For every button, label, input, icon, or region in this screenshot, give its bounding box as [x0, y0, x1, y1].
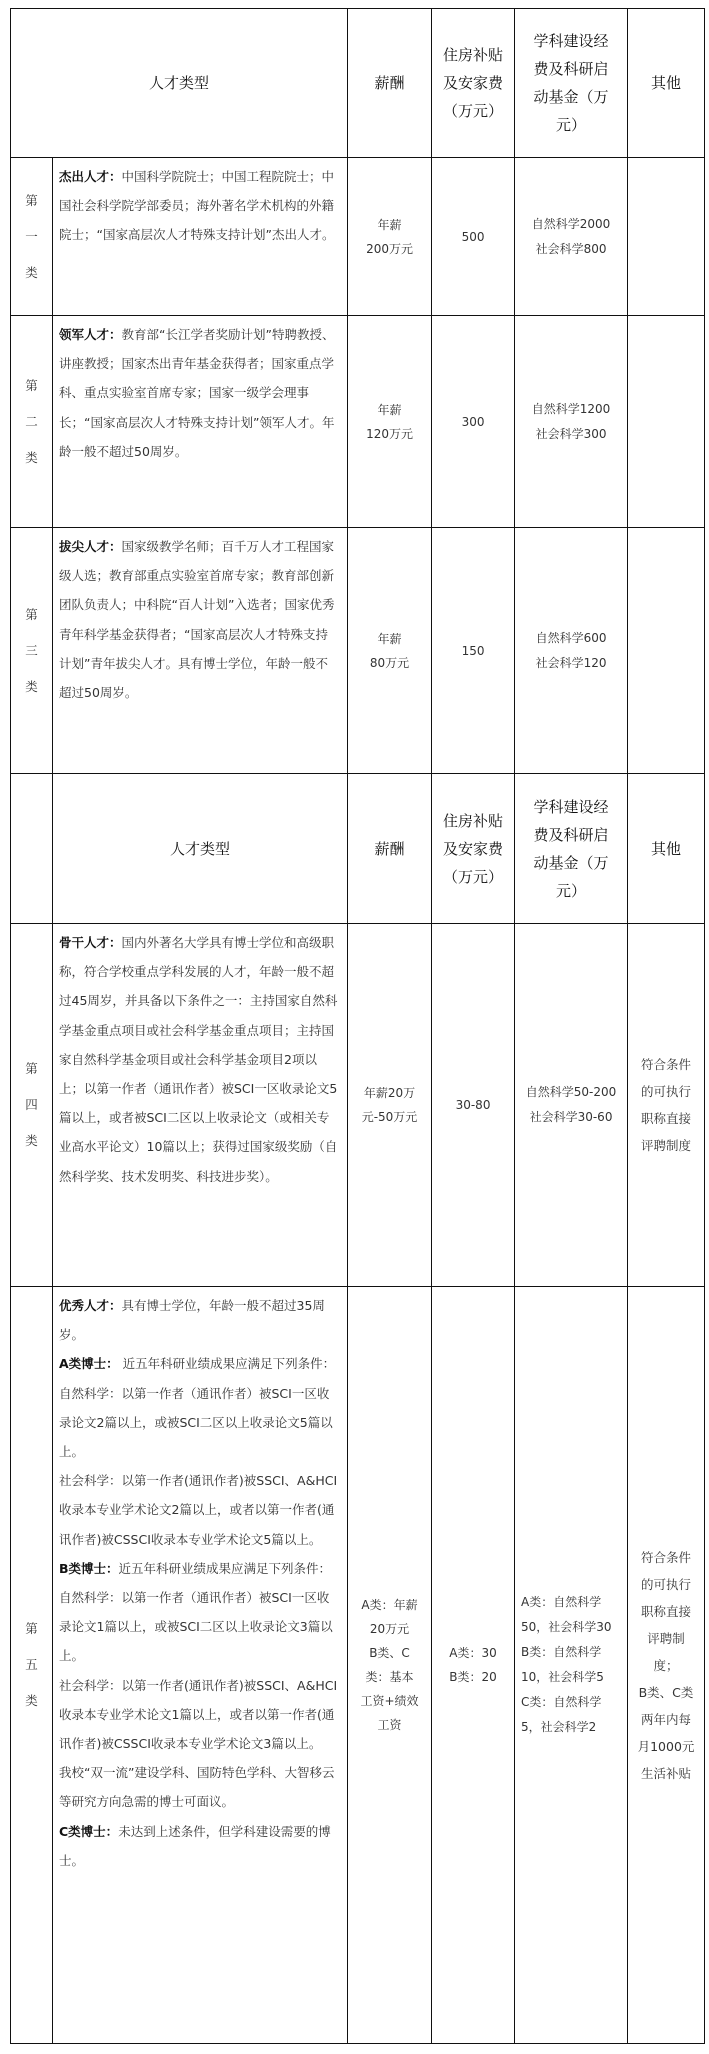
table-row	[11, 158, 705, 316]
talent-subtitle: C类博士：	[59, 1823, 119, 1839]
funding-cell: 自然科学2000 社会科学800	[515, 158, 628, 316]
table-row	[11, 528, 705, 774]
talent-title: 领军人才：	[59, 327, 122, 342]
other-cell: 符合条件 的可执行 职称直接 评聘制度	[628, 924, 705, 1287]
category-label: 第 二 类	[11, 316, 53, 528]
funding-cell: 自然科学600 社会科学120	[515, 528, 628, 774]
category-label: 第 三 类	[11, 528, 53, 774]
talent-description: 拔尖人才：国家级教学名师；百千万人才工程国家级人选；教育部重点实验室首席专家；教育部创新团队负责人；中科院“百人计划”入选者；国家优秀青年科学基金获得者；“国家高层次人才特殊支持计划”青年拔尖人才。具有博士学位，年龄一般不超过50周岁。	[53, 528, 348, 774]
header-funding: 学科建设经 费及科研启 动基金（万 元）	[515, 9, 628, 158]
funding-cell: A类：自然科学 50，社会科学30 B类：自然科学 10，社会科学5 C类：自然科学 5，社会科学2	[515, 1287, 628, 2044]
talent-title: 杰出人才：	[59, 169, 122, 184]
salary-cell: A类：年薪 20万元 B类、C 类：基本 工资+绩效 工资	[348, 1287, 432, 2044]
header-funding: 学科建设经 费及科研启 动基金（万 元）	[515, 774, 628, 924]
housing-cell: 150	[432, 528, 515, 774]
header-other: 其他	[628, 9, 705, 158]
header-other: 其他	[628, 774, 705, 924]
table-header-row	[11, 9, 705, 158]
talent-description: 领军人才：教育部“长江学者奖励计划”特聘教授、讲座教授；国家杰出青年基金获得者；国家重点学科、重点实验室首席专家；国家一级学会理事长；“国家高层次人才特殊支持计划”领军人才。年龄一般不超过50周岁。	[53, 316, 348, 528]
header-housing: 住房补贴 及安家费 （万元）	[432, 774, 515, 924]
funding-cell: 自然科学1200 社会科学300	[515, 316, 628, 528]
header-talent-type: 人才类型	[11, 9, 348, 158]
salary-cell: 年薪 200万元	[348, 158, 432, 316]
table-header-row-repeat	[11, 774, 705, 924]
housing-cell: 30-80	[432, 924, 515, 1287]
other-cell: 符合条件 的可执行 职称直接 评聘制 度； B类、C类 两年内每 月1000元 生活补贴	[628, 1287, 705, 2044]
talent-description: 杰出人才：中国科学院院士；中国工程院院士；中国社会科学院学部委员；海外著名学术机构的外籍院士；“国家高层次人才特殊支持计划”杰出人才。	[53, 158, 348, 316]
housing-cell: 300	[432, 316, 515, 528]
header-empty-cell	[11, 774, 53, 924]
other-cell	[628, 316, 705, 528]
talent-title: 优秀人才：	[59, 1298, 122, 1313]
other-cell	[628, 528, 705, 774]
table-row	[11, 924, 705, 1287]
header-salary: 薪酬	[348, 774, 432, 924]
category-label: 第 一 类	[11, 158, 53, 316]
header-salary: 薪酬	[348, 9, 432, 158]
funding-cell: 自然科学50-200 社会科学30-60	[515, 924, 628, 1287]
housing-cell: A类：30 B类：20	[432, 1287, 515, 2044]
category-label: 第 五 类	[11, 1287, 53, 2044]
header-talent-type: 人才类型	[53, 774, 348, 924]
category-label: 第 四 类	[11, 924, 53, 1287]
talent-subtitle: A类博士：	[59, 1356, 119, 1372]
salary-cell: 年薪20万 元-50万元	[348, 924, 432, 1287]
salary-cell: 年薪 120万元	[348, 316, 432, 528]
talent-policy-table	[10, 8, 705, 2044]
talent-description: 骨干人才：国内外著名大学具有博士学位和高级职称，符合学校重点学科发展的人才，年龄一般不超过45周岁，并具备以下条件之一：主持国家自然科学基金重点项目或社会科学基金重点项目；主持国家自然科学基金项目或社会科学基金项目2项以上；以第一作者（通讯作者）被SCI一区收录论文5篇以上，或者被SCI二区以上收录论文（或相关专业高水平论文）10篇以上；获得过国家级奖励（自然科学奖、技术发明奖、科技进步奖）。	[53, 924, 348, 1287]
other-cell	[628, 158, 705, 316]
salary-cell: 年薪 80万元	[348, 528, 432, 774]
talent-title: 拔尖人才：	[59, 539, 122, 554]
table-row	[11, 316, 705, 528]
housing-cell: 500	[432, 158, 515, 316]
talent-description: 优秀人才：具有博士学位，年龄一般不超过35周岁。 A类博士： 近五年科研业绩成果应满足下列条件：自然科学：以第一作者（通讯作者）被SCI一区收录论文2篇以上，或被SCI二区以上收录论文5篇以上。 社会科学：以第一作者(通讯作者)被SSCI、A&HCI收录本专业学术论文2篇以上，或者以第一作者(通讯作者)被CSSCI收录本专业学术论文5篇以上。 B类博士：近五年科研业绩成果应满足下列条件： 自然科学：以第一作者（通讯作者）被SCI一区收录论文1篇以上，或被SCI二区以上收录论文3篇以上。 社会科学：以第一作者(通讯作者)被SSCI、A&HCI收录本专业学术论文1篇以上，或者以第一作者(通讯作者)被CSSCI收录本专业学术论文3篇以上。 我校“双一流”建设学科、国防特色学科、大智移云等研究方向急需的博士可面议。 C类博士：未达到上述条件，但学科建设需要的博士。	[53, 1287, 348, 2044]
header-housing: 住房补贴 及安家费 （万元）	[432, 9, 515, 158]
table-row	[11, 1287, 705, 2044]
talent-subtitle: B类博士：	[59, 1560, 119, 1576]
talent-title: 骨干人才：	[59, 935, 122, 950]
